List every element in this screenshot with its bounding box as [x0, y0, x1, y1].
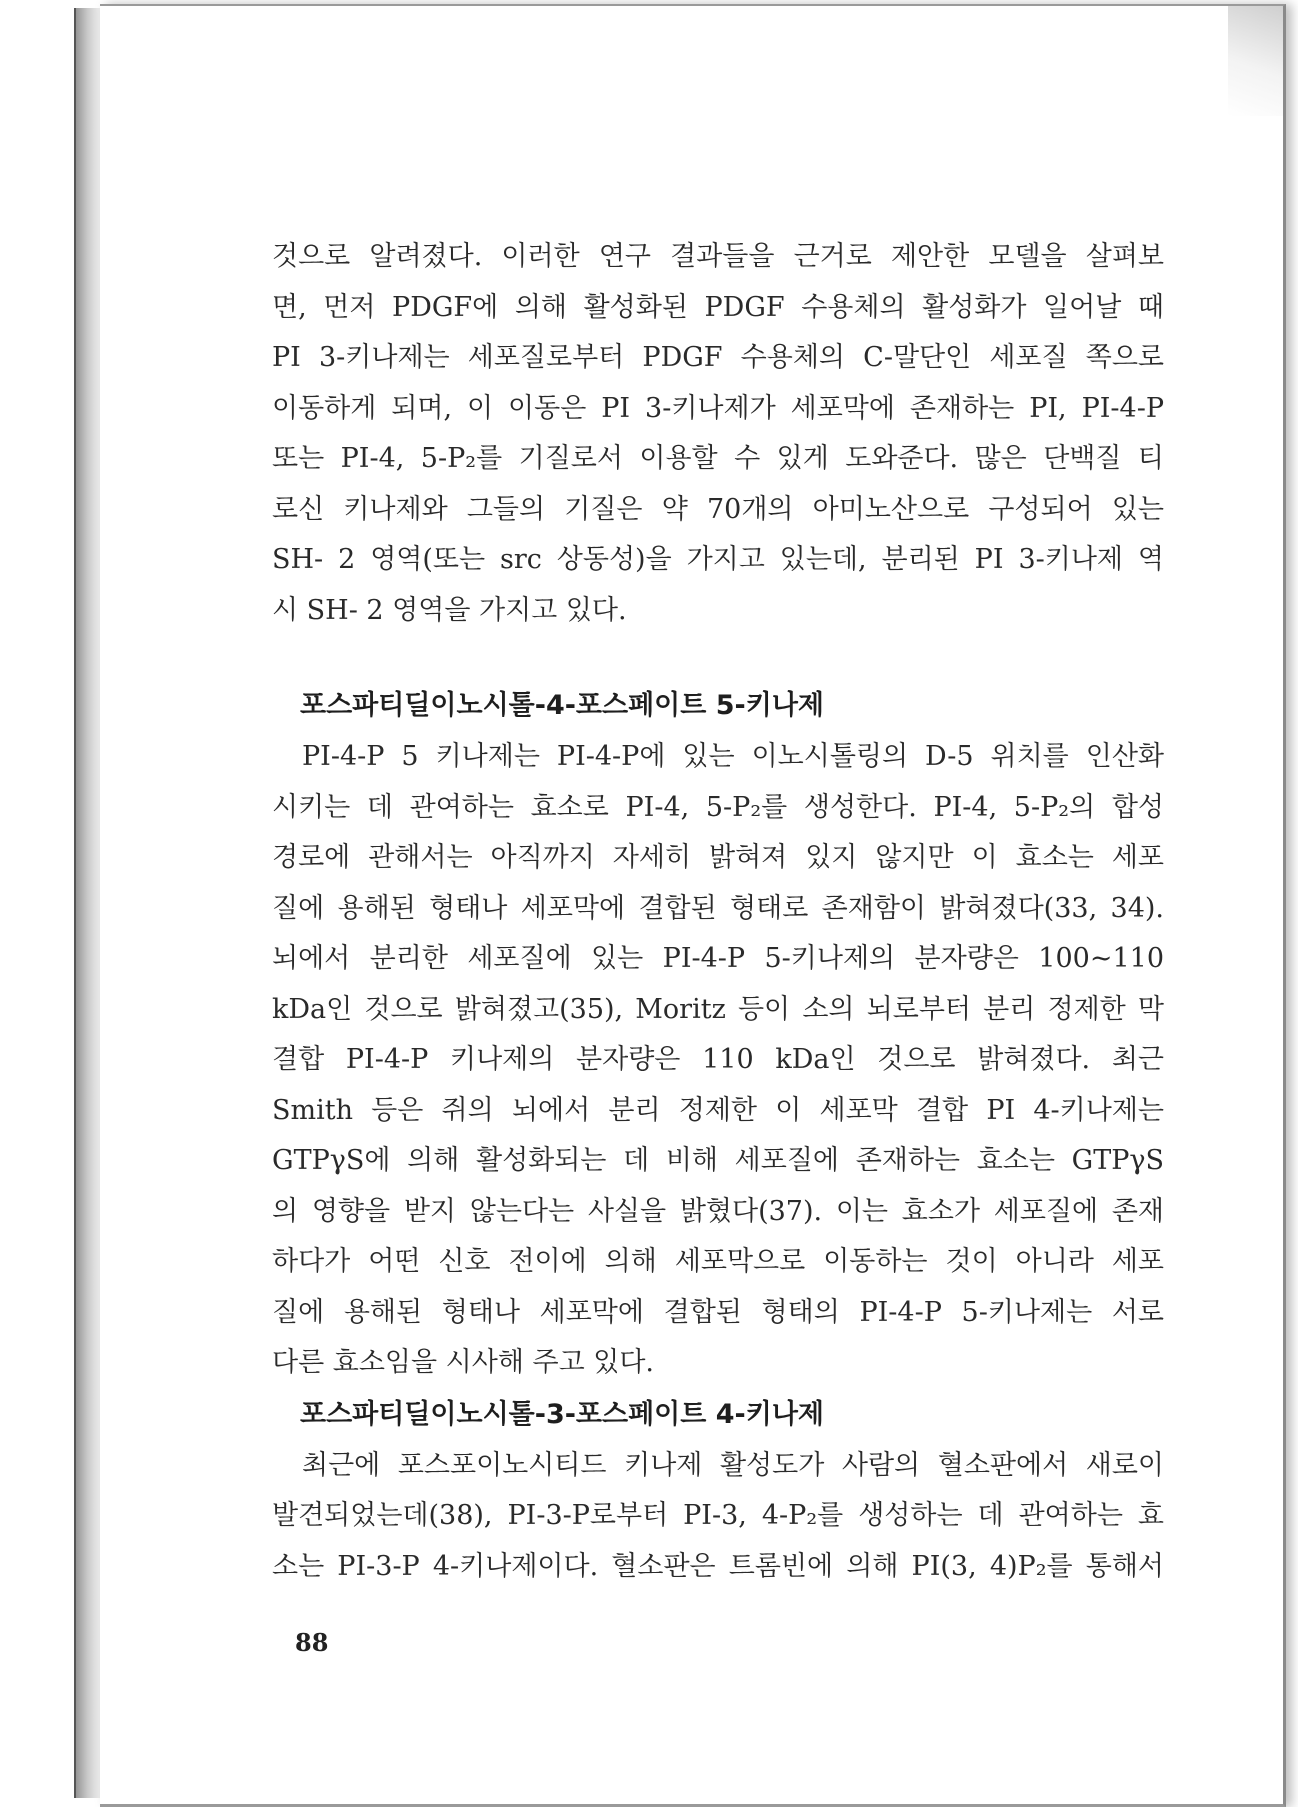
- text-line: 로신 키나제와 그들의 기질은 약 70개의 아미노산으로 구성되어 있는: [272, 493, 1164, 525]
- text-line: 시키는 데 관여하는 효소로 PI-4, 5-P₂를 생성한다. PI-4, 5-P₂의 합성: [272, 791, 1164, 823]
- text-line: SH- 2 영역(또는 src 상동성)을 가지고 있는데, 분리된 PI 3-키나제 역: [272, 544, 1164, 575]
- text-line: 의 영향을 받지 않는다는 사실을 밝혔다(37). 이는 효소가 세포질에 존재: [272, 1195, 1164, 1227]
- text-line: 시 SH- 2 영역을 가지고 있다.: [272, 594, 627, 626]
- section-gap: [272, 636, 1164, 680]
- text-line: 소는 PI-3-P 4-키나제이다. 혈소판은 트롬빈에 의해 PI(3, 4)P₂를 통해서: [272, 1550, 1164, 1582]
- text-line: kDa인 것으로 밝혀졌고(35), Moritz 등이 소의 뇌로부터 분리 정제한 막: [272, 993, 1164, 1025]
- paragraph-1: [272, 232, 1164, 636]
- text-line: 이동하게 되며, 이 이동은 PI 3-키나제가 세포막에 존재하는 PI, PI-4-P: [272, 392, 1164, 424]
- text-line: 발견되었는데(38), PI-3-P로부터 PI-3, 4-P₂를 생성하는 데 관여하는 효: [272, 1500, 1164, 1531]
- section-heading-1: 포스파티딜이노시톨-4-포스페이트 5-키나제: [300, 690, 824, 721]
- text-line: 경로에 관해서는 아직까지 자세히 밝혀져 있지 않지만 이 효소는 세포: [272, 842, 1164, 873]
- text-line: 면, 먼저 PDGF에 의해 활성화된 PDGF 수용체의 활성화가 일어날 때: [272, 291, 1164, 323]
- text-line: 다른 효소임을 시사해 주고 있다.: [272, 1347, 654, 1378]
- text-line: 또는 PI-4, 5-P₂를 기질로서 이용할 수 있게 도와준다. 많은 단백질 티: [272, 443, 1164, 474]
- text-line: 결합 PI-4-P 키나제의 분자량은 110 kDa인 것으로 밝혀졌다. 최근: [272, 1044, 1164, 1075]
- book-spine-edge: [74, 8, 76, 1798]
- text-line: 질에 용해된 형태나 세포막에 결합된 형태로 존재함이 밝혀졌다(33, 34).: [272, 892, 1164, 924]
- paragraph-3: [272, 1441, 1164, 1593]
- text-line: 질에 용해된 형태나 세포막에 결합된 형태의 PI-4-P 5-키나제는 서로: [272, 1296, 1164, 1328]
- text-line: 것으로 알려졌다. 이러한 연구 결과들을 근거로 제안한 모델을 살펴보: [272, 241, 1164, 272]
- page-corner-fold: [1228, 6, 1283, 116]
- paragraph-2: [272, 732, 1164, 1389]
- text-line: 최근에 포스포이노시티드 키나제 활성도가 사람의 혈소판에서 새로이: [302, 1449, 1164, 1481]
- page-body: [272, 232, 1164, 1592]
- section-heading-2: 포스파티딜이노시톨-3-포스페이트 4-키나제: [300, 1398, 824, 1430]
- text-line: 뇌에서 분리한 세포질에 있는 PI-4-P 5-키나제의 분자량은 100~110: [272, 943, 1164, 974]
- text-line: 하다가 어떤 신호 전이에 의해 세포막으로 이동하는 것이 아니라 세포: [272, 1246, 1164, 1277]
- page-number: 88: [295, 1628, 329, 1657]
- text-line: PI-4-P 5 키나제는 PI-4-P에 있는 이노시톨링의 D-5 위치를 인산화: [302, 741, 1164, 772]
- text-line: GTPγS에 의해 활성화되는 데 비해 세포질에 존재하는 효소는 GTPγS: [272, 1145, 1164, 1176]
- text-line: Smith 등은 쥐의 뇌에서 분리 정제한 이 세포막 결합 PI 4-키나제는: [272, 1094, 1164, 1126]
- text-line: PI 3-키나제는 세포질로부터 PDGF 수용체의 C-말단인 세포질 쪽으로: [272, 342, 1164, 373]
